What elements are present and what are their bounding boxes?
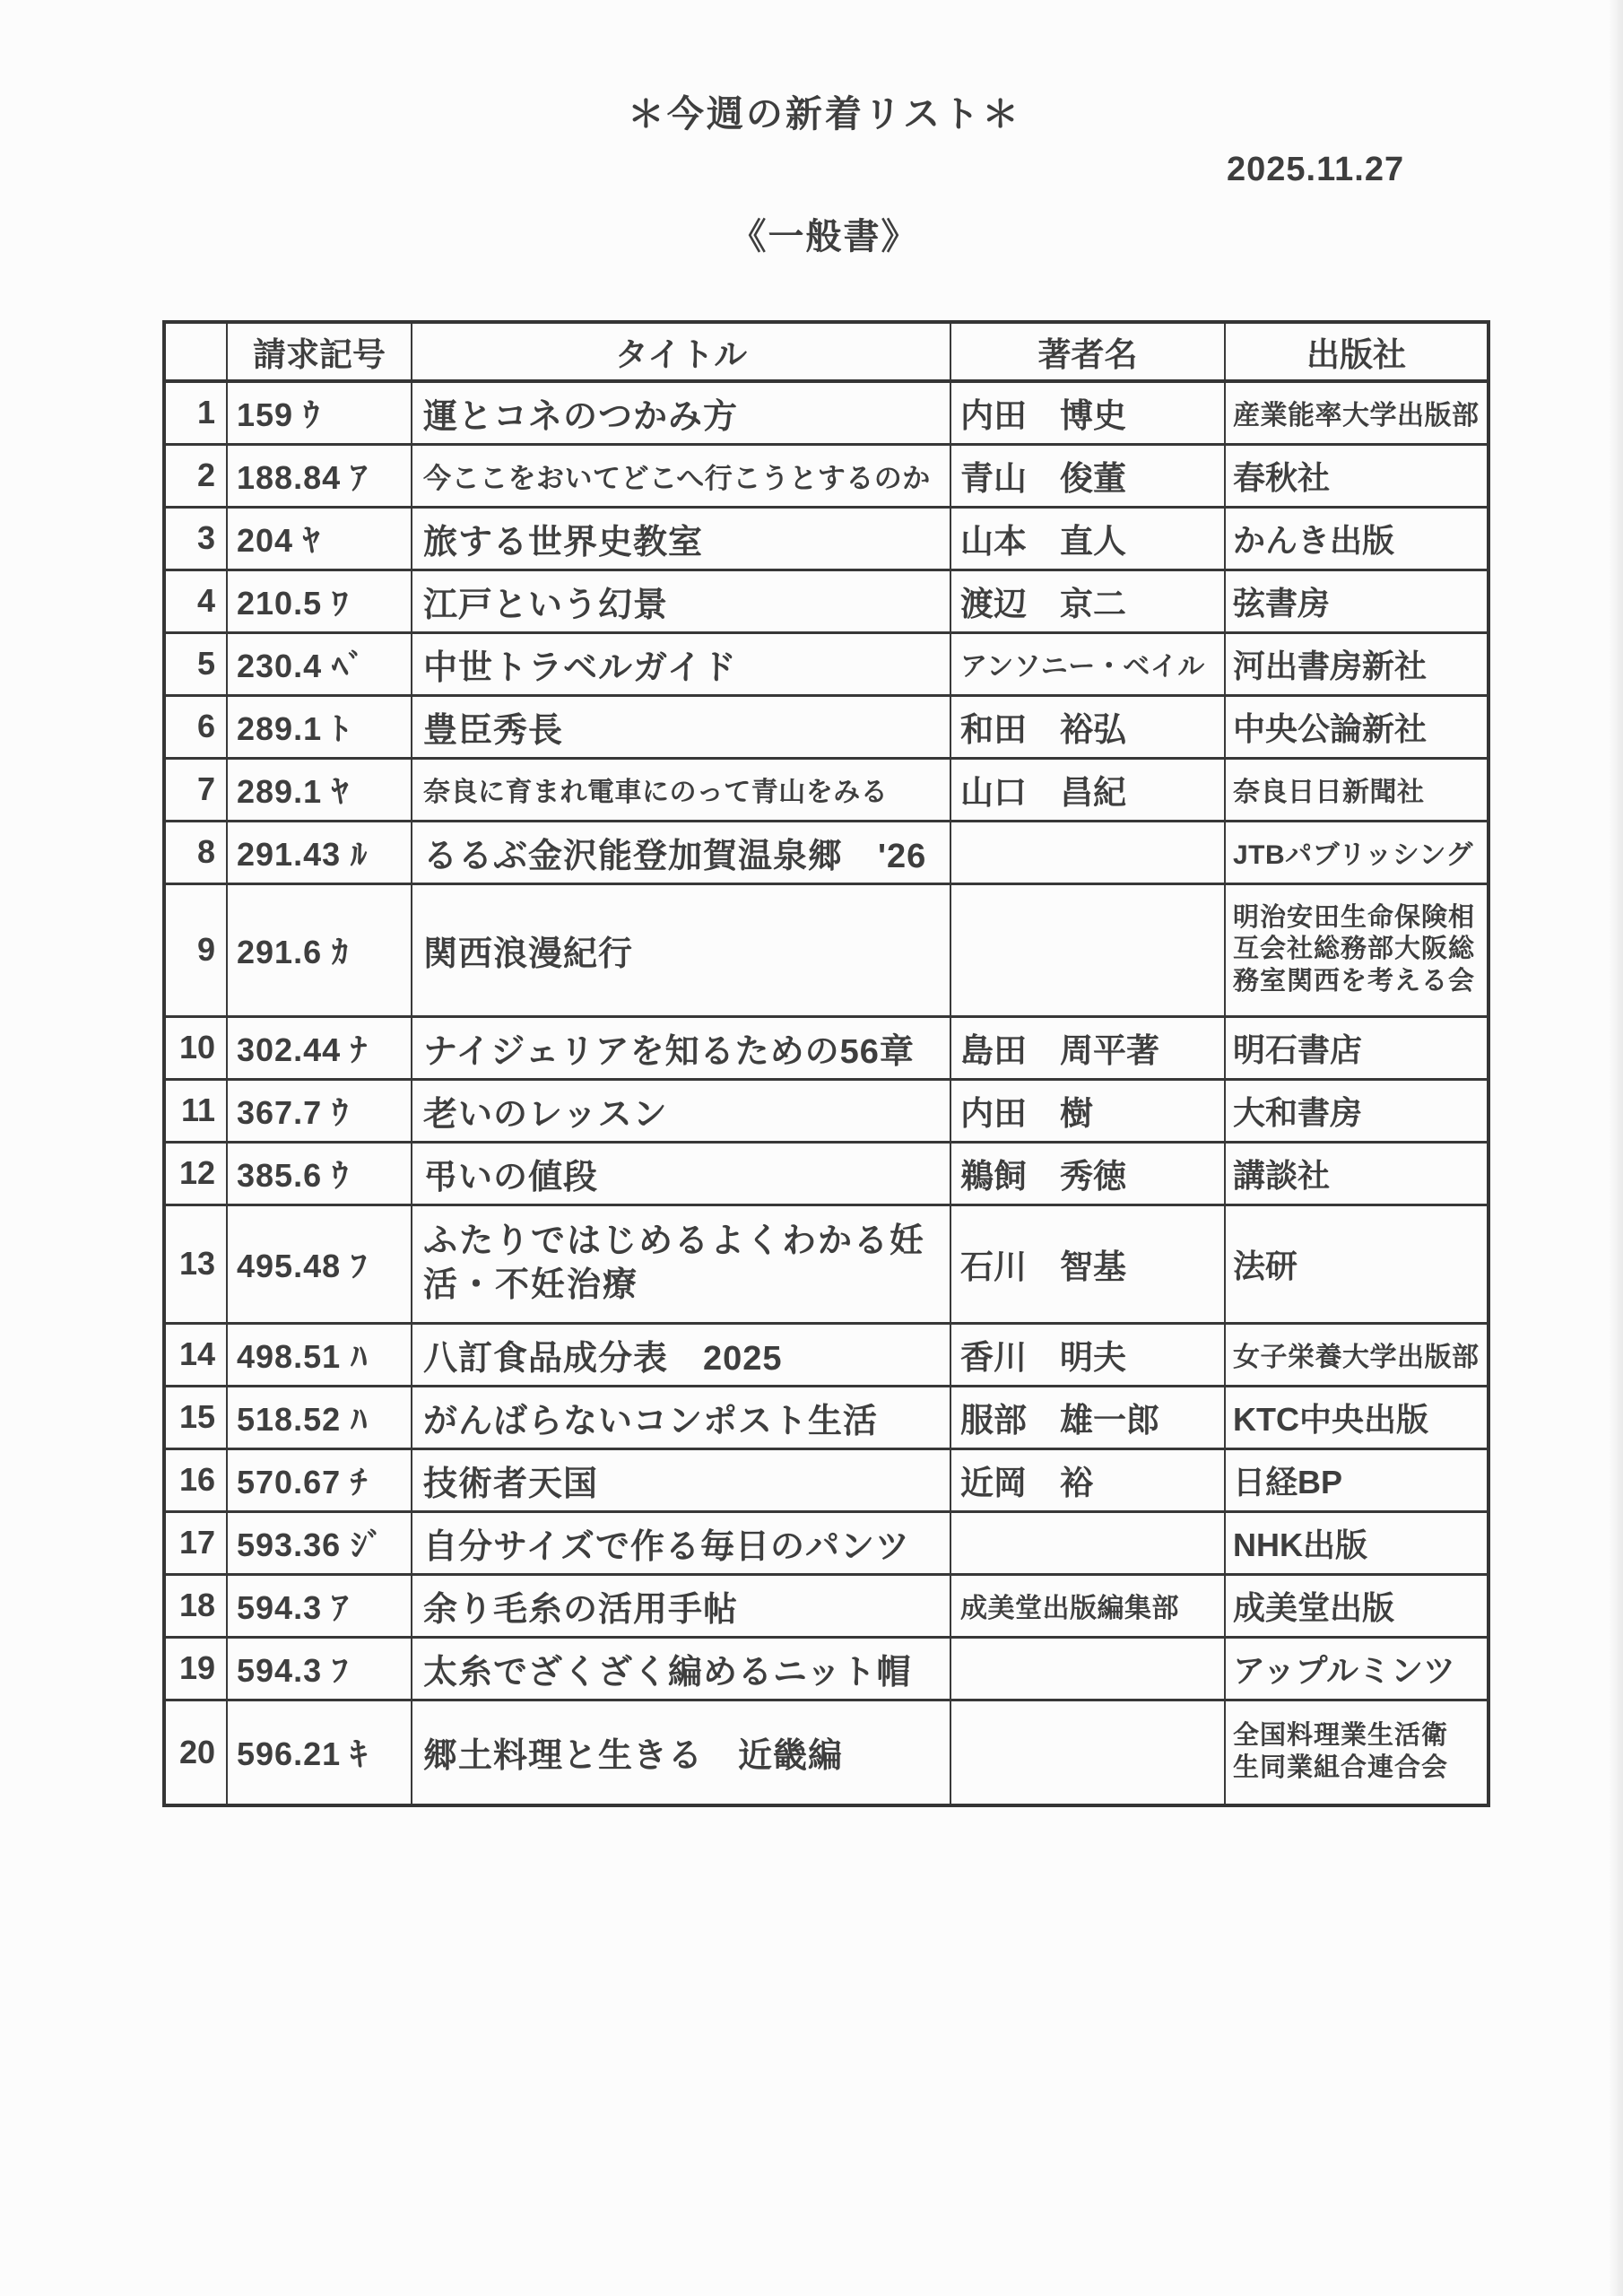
call-number-cell: 596.21 ｷ xyxy=(227,1700,412,1805)
table-row xyxy=(164,1574,1488,1637)
publisher-cell: 全国料理業生活衛生同業組合連合会 xyxy=(1225,1700,1488,1805)
publisher-cell: KTC中央出版 xyxy=(1225,1386,1488,1448)
author-cell: 島田 周平著 xyxy=(950,1016,1225,1079)
author-cell xyxy=(950,1637,1225,1700)
publisher-cell: 成美堂出版 xyxy=(1225,1574,1488,1637)
publisher-cell: NHK出版 xyxy=(1225,1511,1488,1574)
author-cell: 和田 裕弘 xyxy=(950,695,1225,758)
header-publisher: 出版社 xyxy=(1225,322,1488,381)
table-row xyxy=(164,381,1488,444)
publisher-cell: 女子栄養大学出版部 xyxy=(1225,1323,1488,1386)
call-number-cell: 291.43 ﾙ xyxy=(227,821,412,883)
row-no-cell: 20 xyxy=(164,1700,227,1805)
table-row xyxy=(164,1700,1488,1805)
table-row xyxy=(164,444,1488,507)
call-number-cell: 289.1 ﾄ xyxy=(227,695,412,758)
publisher-cell: 明治安田生命保険相互会社総務部大阪総務室関西を考える会 xyxy=(1225,883,1488,1016)
call-number-cell: 385.6 ｳ xyxy=(227,1142,412,1205)
table-row xyxy=(164,570,1488,632)
author-cell: アンソニー・ベイル xyxy=(950,632,1225,695)
publisher-cell: 講談社 xyxy=(1225,1142,1488,1205)
publisher-cell: 春秋社 xyxy=(1225,444,1488,507)
call-number-cell: 594.3 ｱ xyxy=(227,1574,412,1637)
author-cell: 石川 智基 xyxy=(950,1205,1225,1323)
title-cell: 江戸という幻景 xyxy=(412,570,950,632)
table-row xyxy=(164,821,1488,883)
call-number-cell: 188.84 ｱ xyxy=(227,444,412,507)
call-number-cell: 230.4 ﾍﾞ xyxy=(227,632,412,695)
new-arrivals-table xyxy=(162,320,1490,1807)
author-cell: 香川 明夫 xyxy=(950,1323,1225,1386)
call-number-cell: 159 ｳ xyxy=(227,381,412,444)
author-cell: 鵜飼 秀徳 xyxy=(950,1142,1225,1205)
publisher-cell: 奈良日日新聞社 xyxy=(1225,758,1488,821)
row-no-cell: 19 xyxy=(164,1637,227,1700)
call-number-cell: 289.1 ﾔ xyxy=(227,758,412,821)
row-no-cell: 5 xyxy=(164,632,227,695)
title-cell: 旅する世界史教室 xyxy=(412,507,950,570)
row-no-cell: 11 xyxy=(164,1079,227,1142)
row-no-cell: 10 xyxy=(164,1016,227,1079)
scan-edge-shadow xyxy=(1609,0,1623,2296)
table-row xyxy=(164,695,1488,758)
date-label: 2025.11.27 xyxy=(1227,151,1405,188)
row-no-cell: 9 xyxy=(164,883,227,1016)
title-cell: 郷土料理と生きる 近畿編 xyxy=(412,1700,950,1805)
title-cell: 弔いの値段 xyxy=(412,1142,950,1205)
author-cell xyxy=(950,1511,1225,1574)
call-number-cell: 594.3 ﾌ xyxy=(227,1637,412,1700)
author-cell xyxy=(950,1700,1225,1805)
table-row xyxy=(164,758,1488,821)
title-cell: 技術者天国 xyxy=(412,1448,950,1511)
publisher-cell: 日経BP xyxy=(1225,1448,1488,1511)
call-number-cell: 367.7 ｳ xyxy=(227,1079,412,1142)
table-row xyxy=(164,632,1488,695)
author-cell: 渡辺 京二 xyxy=(950,570,1225,632)
publisher-cell: 中央公論新社 xyxy=(1225,695,1488,758)
title-cell: 老いのレッスン xyxy=(412,1079,950,1142)
title-cell: 今ここをおいてどこへ行こうとするのか xyxy=(412,444,950,507)
table-row xyxy=(164,1205,1488,1323)
table-row xyxy=(164,1511,1488,1574)
row-no-cell: 13 xyxy=(164,1205,227,1323)
table-row xyxy=(164,1386,1488,1448)
call-number-cell: 210.5 ﾜ xyxy=(227,570,412,632)
title-cell: るるぶ金沢能登加賀温泉郷 '26 xyxy=(412,821,950,883)
title-cell: 八訂食品成分表 2025 xyxy=(412,1323,950,1386)
author-cell: 青山 俊董 xyxy=(950,444,1225,507)
row-no-cell: 7 xyxy=(164,758,227,821)
table-row xyxy=(164,507,1488,570)
title-cell: ふたりではじめるよくわかる妊活・不妊治療 xyxy=(412,1205,950,1323)
title-cell: 太糸でざくざく編めるニット帽 xyxy=(412,1637,950,1700)
author-cell: 成美堂出版編集部 xyxy=(950,1574,1225,1637)
call-number-cell: 593.36 ｼﾞ xyxy=(227,1511,412,1574)
author-cell: 内田 樹 xyxy=(950,1079,1225,1142)
table-row xyxy=(164,883,1488,1016)
publisher-cell: 明石書店 xyxy=(1225,1016,1488,1079)
author-cell: 山口 昌紀 xyxy=(950,758,1225,821)
call-number-cell: 291.6 ｶ xyxy=(227,883,412,1016)
header-row xyxy=(164,322,1488,381)
title-cell: 中世トラベルガイド xyxy=(412,632,950,695)
row-no-cell: 6 xyxy=(164,695,227,758)
publisher-cell: 産業能率大学出版部 xyxy=(1225,381,1488,444)
row-no-cell: 4 xyxy=(164,570,227,632)
row-no-cell: 17 xyxy=(164,1511,227,1574)
row-no-cell: 2 xyxy=(164,444,227,507)
publisher-cell: 法研 xyxy=(1225,1205,1488,1323)
author-cell: 山本 直人 xyxy=(950,507,1225,570)
publisher-cell: アップルミンツ xyxy=(1225,1637,1488,1700)
author-cell xyxy=(950,821,1225,883)
header-title: タイトル xyxy=(412,322,950,381)
row-no-cell: 15 xyxy=(164,1386,227,1448)
title-cell: 関西浪漫紀行 xyxy=(412,883,950,1016)
row-no-cell: 14 xyxy=(164,1323,227,1386)
page-title: ＊今週の新着リスト＊ xyxy=(627,93,1022,135)
title-cell: 自分サイズで作る毎日のパンツ xyxy=(412,1511,950,1574)
table-row xyxy=(164,1016,1488,1079)
row-no-cell: 18 xyxy=(164,1574,227,1637)
call-number-cell: 518.52 ﾊ xyxy=(227,1386,412,1448)
title-cell: 奈良に育まれ電車にのって青山をみる xyxy=(412,758,950,821)
row-no-cell: 1 xyxy=(164,381,227,444)
author-cell: 内田 博史 xyxy=(950,381,1225,444)
table-row xyxy=(164,1637,1488,1700)
publisher-cell: 河出書房新社 xyxy=(1225,632,1488,695)
author-cell xyxy=(950,883,1225,1016)
publisher-cell: 弦書房 xyxy=(1225,570,1488,632)
title-cell: 豊臣秀長 xyxy=(412,695,950,758)
title-cell: 運とコネのつかみ方 xyxy=(412,381,950,444)
section-heading: 《一般書》 xyxy=(730,217,919,257)
table-row xyxy=(164,1448,1488,1511)
header-call-number: 請求記号 xyxy=(227,322,412,381)
row-no-cell: 3 xyxy=(164,507,227,570)
title-cell: がんばらないコンポスト生活 xyxy=(412,1386,950,1448)
title-cell: ナイジェリアを知るための56章 xyxy=(412,1016,950,1079)
table-row xyxy=(164,1079,1488,1142)
publisher-cell: かんき出版 xyxy=(1225,507,1488,570)
row-no-cell: 8 xyxy=(164,821,227,883)
table-row xyxy=(164,1323,1488,1386)
call-number-cell: 204 ﾔ xyxy=(227,507,412,570)
title-cell: 余り毛糸の活用手帖 xyxy=(412,1574,950,1637)
publisher-cell: 大和書房 xyxy=(1225,1079,1488,1142)
call-number-cell: 495.48 ﾌ xyxy=(227,1205,412,1323)
publisher-cell: JTBパブリッシング xyxy=(1225,821,1488,883)
call-number-cell: 570.67 ﾁ xyxy=(227,1448,412,1511)
row-no-cell: 16 xyxy=(164,1448,227,1511)
table-row xyxy=(164,1142,1488,1205)
call-number-cell: 498.51 ﾊ xyxy=(227,1323,412,1386)
author-cell: 近岡 裕 xyxy=(950,1448,1225,1511)
header-author: 著者名 xyxy=(950,322,1225,381)
header-no xyxy=(164,322,227,381)
row-no-cell: 12 xyxy=(164,1142,227,1205)
call-number-cell: 302.44 ﾅ xyxy=(227,1016,412,1079)
author-cell: 服部 雄一郎 xyxy=(950,1386,1225,1448)
